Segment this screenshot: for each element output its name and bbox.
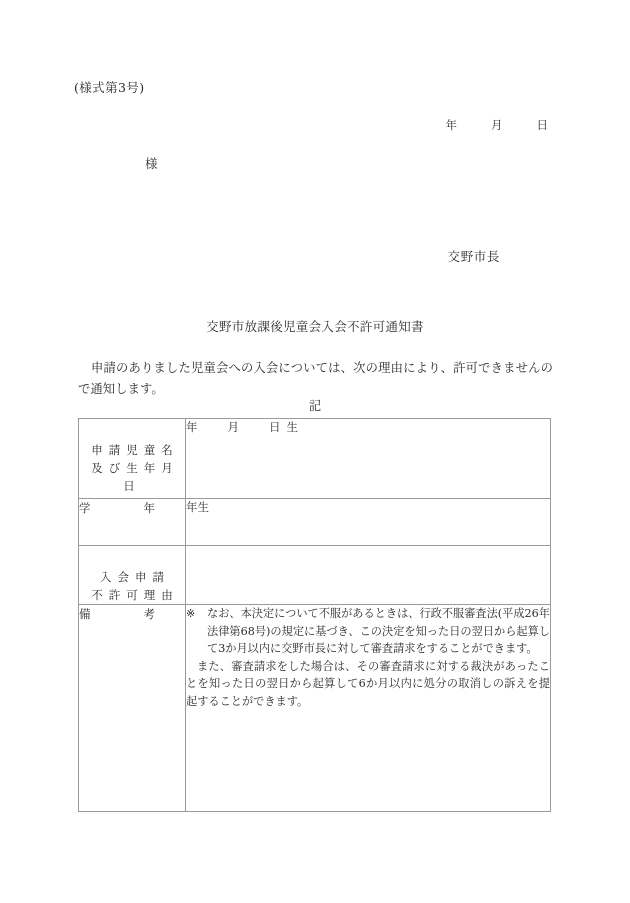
addressee-line (100, 154, 158, 172)
row-label-line1: 申請児童名 (91, 443, 179, 457)
row-label-char1: 学 (79, 501, 91, 515)
birth-suffix-label: 生 (286, 420, 298, 434)
remarks-text-1: なお、本決定について不服があるときは、行政不服審査法(平成26年法律第68号)の規定に基づき、この決定を知った日の翌日から起算して3か月以内に交野市長に対して審査請求をすることができます。 (207, 607, 550, 655)
note-mark-icon: ※ (186, 607, 196, 620)
row-label-line2: 不許可理由 (91, 588, 179, 602)
row-value-remarks (186, 605, 551, 812)
birth-day-label: 日 (269, 420, 281, 434)
remarks-paragraph-2: また、審査請求をした場合は、その審査請求に対する裁決があったことを知った日の翌日から起算して6か月以内に処分の取消しの訴えを提起することができます。 (186, 659, 550, 708)
table-row (79, 605, 551, 812)
birth-month-label: 月 (227, 420, 239, 434)
row-value-school-year[interactable]: 年生 (186, 499, 551, 546)
row-label-denial-reason (79, 546, 186, 605)
date-month-label: 月 (491, 118, 503, 132)
table-row (79, 419, 551, 499)
row-label-line2: 及び生年月日 (91, 461, 179, 493)
row-label-line1: 入会申請 (100, 570, 170, 584)
row-value-birthdate[interactable] (186, 419, 551, 499)
table-row (79, 546, 551, 605)
addressee-honorific: 様 (145, 156, 158, 171)
form-number: (様式第3号) (74, 80, 145, 95)
row-label-school-year (79, 499, 186, 546)
issuer-name: 交野市長 (447, 249, 500, 264)
table-row (79, 499, 551, 546)
document-title: 交野市放課後児童会入会不許可通知書 (206, 319, 424, 334)
date-day-label: 日 (536, 118, 548, 132)
birth-year-label: 年 (186, 420, 198, 434)
date-year-label: 年 (445, 118, 457, 132)
remarks-paragraph-1 (186, 605, 550, 658)
body-paragraph: 申請のありました児童会への入会については、次の理由により、許可できませんので通知します。 (78, 361, 553, 396)
notice-detail-table (78, 418, 551, 812)
row-label-char2: 考 (143, 607, 155, 621)
row-label-char2: 年 (143, 501, 155, 515)
row-value-denial-reason[interactable] (186, 546, 551, 605)
row-label-char1: 備 (79, 607, 91, 621)
row-label-remarks (79, 605, 186, 812)
date-line (0, 117, 548, 133)
row-label-child-name-birthdate (79, 419, 186, 499)
ki-marker: 記 (308, 399, 322, 413)
